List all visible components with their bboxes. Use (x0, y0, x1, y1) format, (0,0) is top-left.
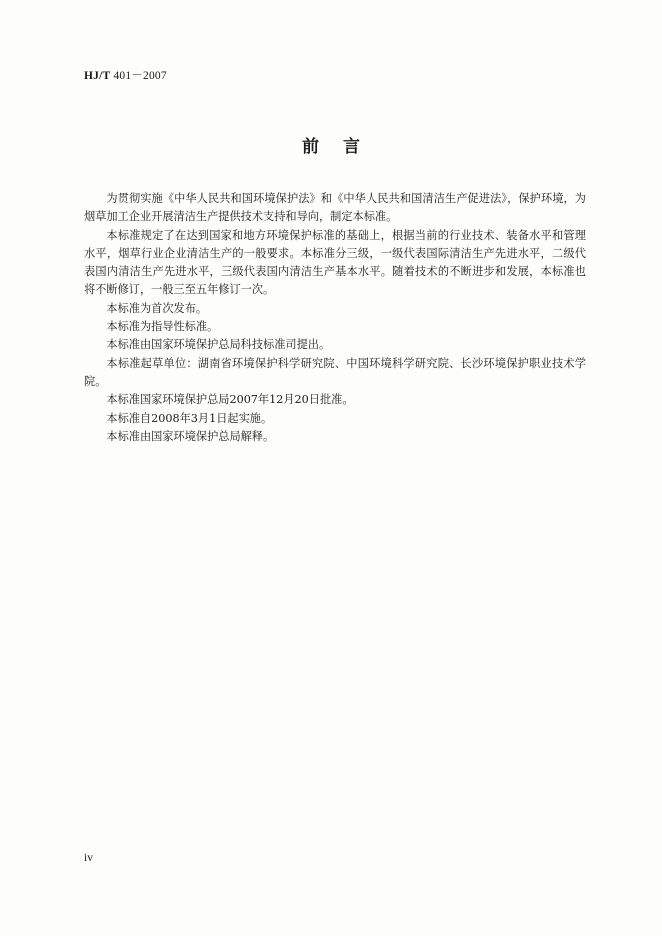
section-title: 前言 (302, 137, 384, 157)
page-number: iv (84, 852, 93, 864)
paragraph-scope: 本标准规定了在达到国家和地方环境保护标准的基础上，根据当前的行业技术、装备水平和管理水平，烟草行业企业清洁生产的一般要求。本标准分三级，一级代表国际清洁生产先进水平，二级代表国内清洁生产先进水平，三级代表国内清洁生产基本水平。随着技术的不断进步和发展，本标准也将不断修订，一般三至五年修订一次。 (84, 228, 586, 297)
paragraph-proposer: 本标准由国家环境保护总局科技标准司提出。 (106, 338, 331, 352)
paragraph-purpose: 为贯彻实施《中华人民共和国环境保护法》和《中华人民共和国清洁生产促进法》，保护环境，为烟草加工企业开展清洁生产提供技术支持和导向，制定本标准。 (84, 192, 586, 224)
standard-code (84, 67, 167, 83)
paragraph-interpretation: 本标准由国家环境保护总局解释。 (106, 429, 275, 443)
paragraph-first-release: 本标准为首次发布。 (106, 301, 208, 315)
paragraph-effective-date: 本标准自2008年3月1日起实施。 (106, 411, 273, 425)
standard-code-prefix: HJ/T (84, 70, 111, 82)
standard-code-number: 401－2007 (113, 70, 167, 82)
paragraph-guidance: 本标准为指导性标准。 (106, 320, 219, 334)
foreword-body (84, 190, 586, 446)
paragraph-drafters: 本标准起草单位：湖南省环境保护科学研究院、中国环境科学研究院、长沙环境保护职业技术学院。 (84, 356, 586, 388)
paragraph-approval: 本标准国家环境保护总局2007年12月20日批准。 (106, 393, 354, 407)
